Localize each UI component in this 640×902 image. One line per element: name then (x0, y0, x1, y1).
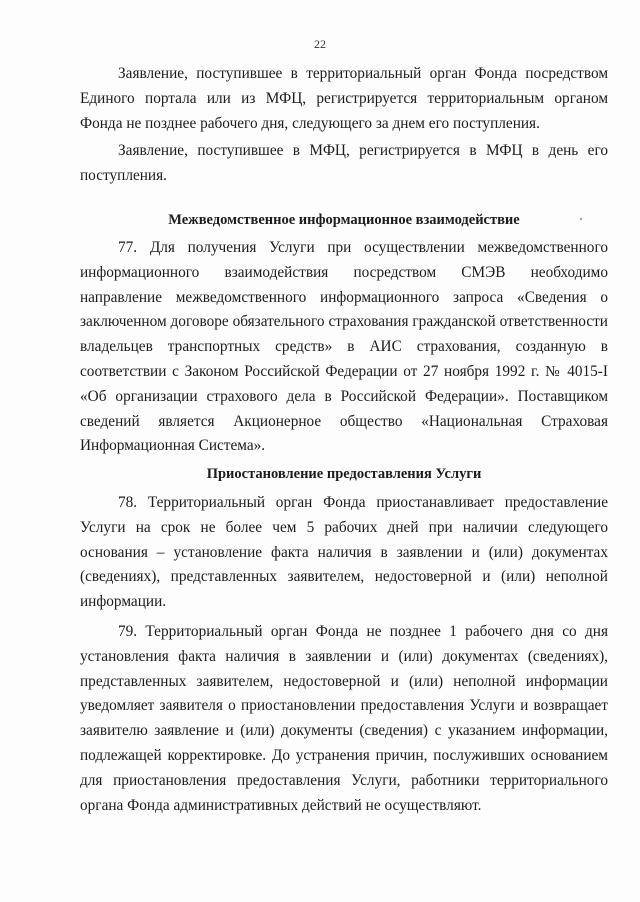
scan-speck (580, 218, 582, 220)
section-heading-suspension: Приостановление предоставления Услуги (206, 466, 482, 482)
paragraph-79: 79. Территориальный орган Фонда не позднее 1 рабочего дня со дня установления факта наличия в заявлении и (или) документах (сведениях), представленных заявителем, недостоверной и (или) неполной информации уведомляет заявителя о приостановлении предоставления Услуги и возвращает заявителю заявление и (или) документы (сведения) с указанием информации, подлежащей корректировке. До устранения причин, послуживших основанием для приостановления предоставления Услуги, работники территориального органа Фонда административных действий не осуществляют. (80, 623, 608, 814)
paragraph-77: 77. Для получения Услуги при осуществлении межведомственного информационного взаимодействия посредством СМЭВ необходимо направление межведомственного информационного запроса «Сведения о заключенном договоре обязательного страхования гражданской ответственности владельцев транспортных средств» в АИС страхования, созданную в соответствии с Законом Российской Федерации от 27 ноября 1992 г. № 4015-I «Об организации страхового дела в Российской Федерации». Поставщиком сведений является Акционерное общество «Национальная Страховая Информационная Система». (80, 239, 608, 455)
paragraph-78: 78. Территориальный орган Фонда приостанавливает предоставление Услуги на срок не более чем 5 рабочих дней при наличии следующего основания – установление факта наличия в заявлении и (или) документах (сведениях), представленных заявителем, недостоверной и (или) неполной информации. (80, 494, 608, 611)
paragraph-registration-mfc: Заявление, поступившее в МФЦ, регистрируется в МФЦ в день его поступления. (80, 142, 608, 184)
page-number: 22 (314, 37, 326, 51)
section-heading-interagency: Межведомственное информационное взаимодействие (168, 212, 520, 228)
paragraph-registration-portal: Заявление, поступившее в территориальный орган Фонда посредством Единого портала или из МФЦ, регистрируется территориальным органом Фонда не позднее рабочего дня, следующего за днем его поступления. (80, 65, 608, 132)
